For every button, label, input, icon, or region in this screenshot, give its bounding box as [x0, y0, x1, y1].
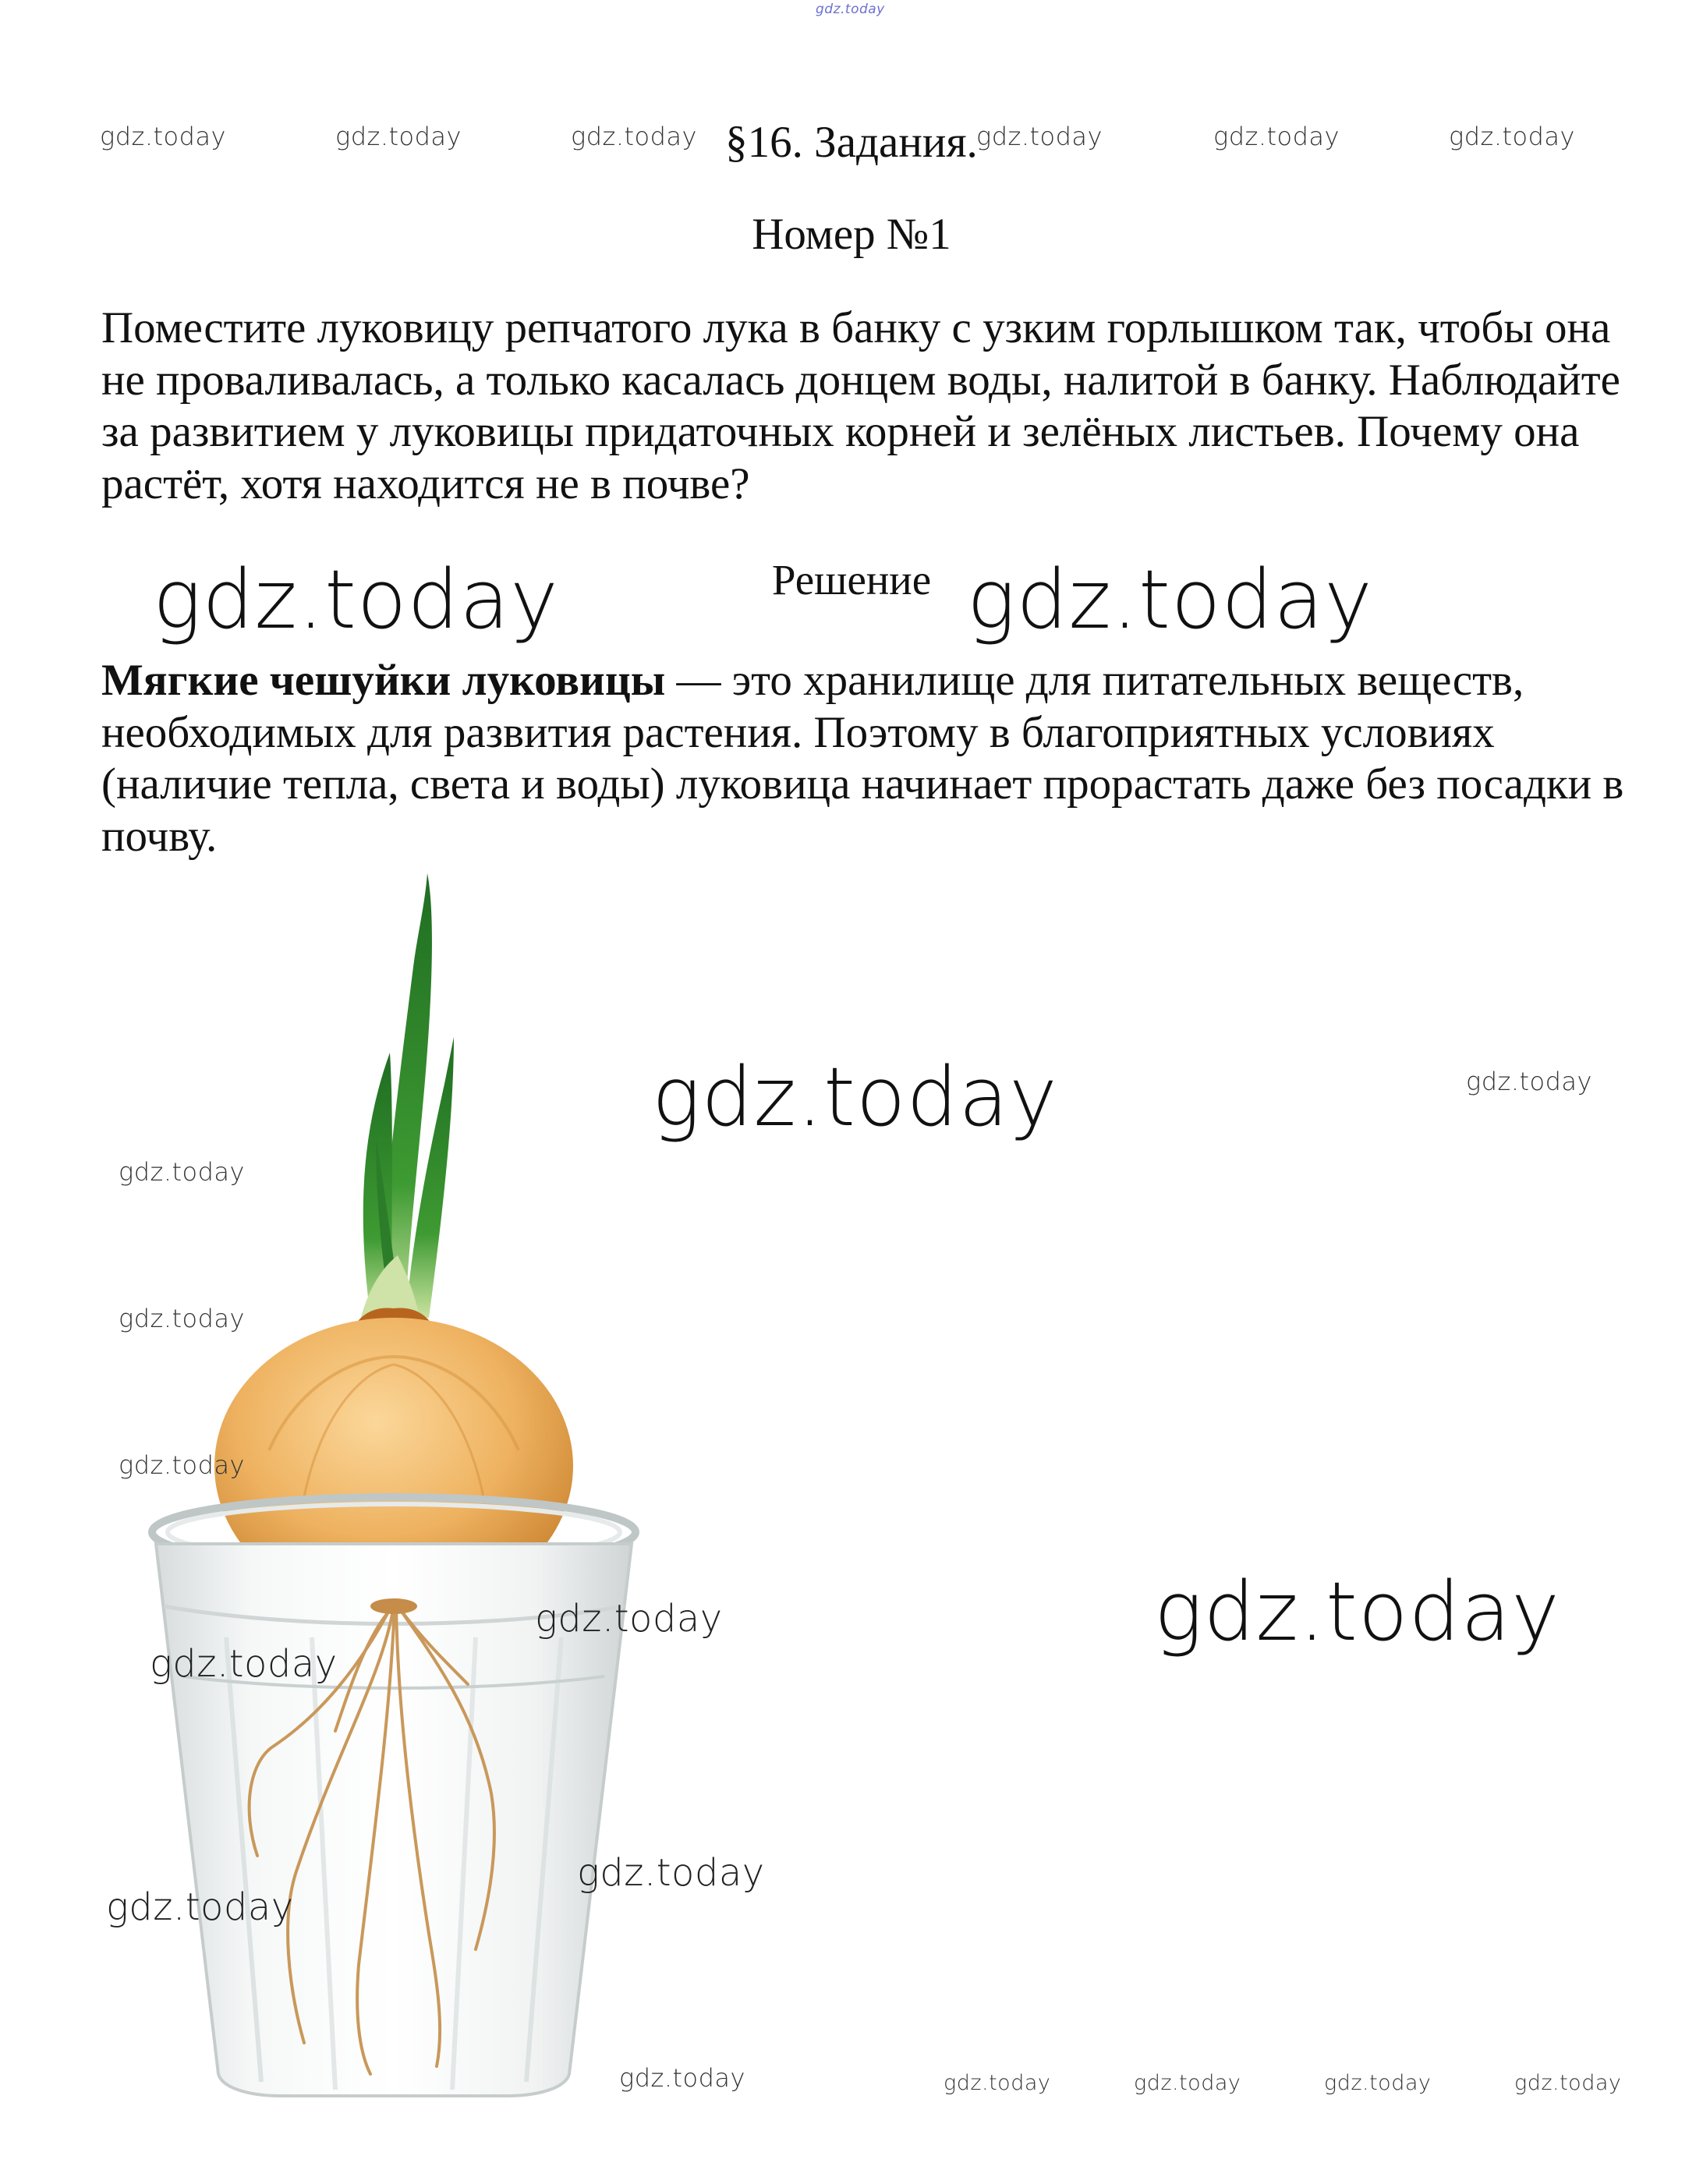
watermark: gdz.today — [1449, 122, 1575, 151]
watermark: gdz.today — [1134, 2071, 1241, 2095]
watermark: gdz.today — [1324, 2071, 1432, 2095]
watermark: gdz.today — [967, 552, 1373, 647]
task-number: Номер №1 — [752, 210, 951, 259]
watermark: gdz.today — [119, 1450, 245, 1480]
watermark: gdz.today — [119, 1304, 245, 1333]
watermark: gdz.today — [1154, 1564, 1560, 1659]
watermark: gdz.today — [150, 1642, 338, 1686]
solution-heading: Решение — [771, 556, 932, 604]
watermark: gdz.today — [816, 2, 885, 17]
solution-bold-term: Мягкие чешуйки луковицы — [101, 656, 666, 705]
watermark: gdz.today — [106, 1885, 294, 1929]
watermark: gdz.today — [335, 122, 462, 151]
watermark: gdz.today — [976, 122, 1103, 151]
watermark: gdz.today — [1466, 1067, 1592, 1096]
solution-rest-text: — это хранилище для питательных веществ, необходимых для развития растения. Поэтому в благоприятных условиях (наличие тепла, света и воды) луковица начинает прорастать даже без посадки в почву. — [101, 656, 1624, 861]
watermark: gdz.today — [577, 1851, 765, 1895]
watermark: gdz.today — [571, 122, 697, 151]
watermark: gdz.today — [119, 1157, 245, 1187]
task-text: Поместите луковицу репчатого лука в банку с узким горлышком так, чтобы она не проваливалась, а только касалась донцем воды, налитой в банку. Наблюдайте за развитием у луковицы придаточных корней и зелёных листьев. Почему она растёт, хотя находится не в почве? — [101, 303, 1620, 508]
section-title: §16. Задания. — [725, 118, 978, 167]
watermark: gdz.today — [535, 1597, 723, 1641]
watermark: gdz.today — [944, 2071, 1051, 2095]
watermark: gdz.today — [100, 122, 226, 151]
watermark: gdz.today — [619, 2063, 745, 2093]
watermark: gdz.today — [652, 1050, 1058, 1145]
watermark: gdz.today — [1213, 122, 1340, 151]
solution-text — [101, 655, 1630, 862]
watermark: gdz.today — [1514, 2071, 1622, 2095]
watermark: gdz.today — [153, 552, 559, 647]
